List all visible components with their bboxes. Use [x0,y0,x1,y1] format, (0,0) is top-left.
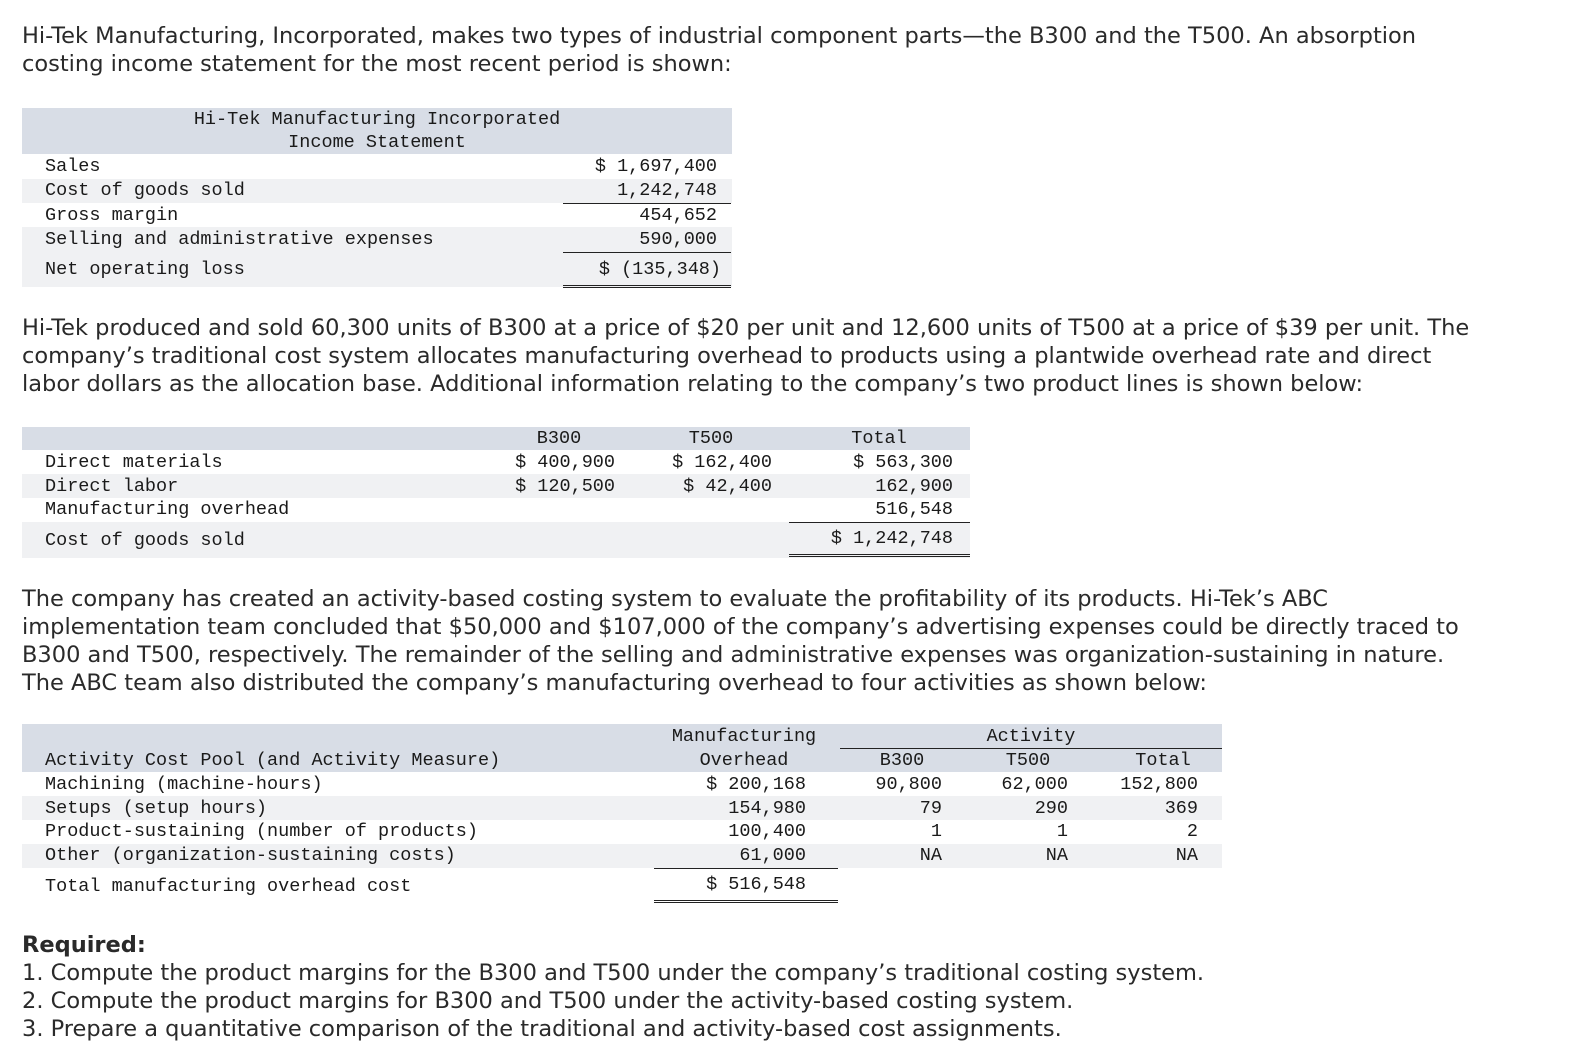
header-total: Total [851,428,907,449]
header-overhead: Overhead [699,750,789,771]
at-t500-other: NA [1045,845,1068,866]
intro-paragraph: Hi-Tek Manufacturing, Incorporated, makes two types of industrial component parts—the B300 and the T500. An absorption costing income statement for the most recent period is shown: [22,23,1417,77]
at-total-setups: 369 [1164,798,1198,819]
at-label-other: Other (organization-sustaining costs) [45,845,456,866]
required-title: Required: [22,932,146,958]
is-label-cogs: Cost of goods sold [45,180,245,201]
pt-label-direct-labor: Direct labor [45,476,179,497]
underline [563,252,731,253]
pt-b300-direct-materials: $ 400,900 [515,452,615,473]
at-label-total-overhead: Total manufacturing overhead cost [45,876,412,897]
required-section [22,931,1502,1043]
at-b300-other: NA [919,845,942,866]
at-t500-product-sustaining: 1 [1056,821,1068,842]
at-b300-machining: 90,800 [875,774,942,795]
pt-b300-direct-labor: $ 120,500 [515,476,615,497]
pt-total-manufacturing-overhead: 516,548 [875,499,953,520]
at-t500-machining: 62,000 [1001,774,1068,795]
at-mo-other: 61,000 [739,845,806,866]
is-label-sales: Sales [45,156,101,177]
header-activity-total: Total [1135,750,1191,771]
income-statement-table [22,108,734,290]
at-total-machining: 152,800 [1120,774,1198,795]
is-value-gross-margin: 454,652 [639,205,717,226]
required-item-3: 3. Prepare a quantitative comparison of the traditional and activity-based cost assignments. [22,1016,1062,1042]
at-label-product-sustaining: Product-sustaining (number of products) [45,821,478,842]
double-underline [563,285,731,288]
pt-label-manufacturing-overhead: Manufacturing overhead [45,499,290,520]
header-activity-b300: B300 [879,750,925,771]
at-label-setups: Setups (setup hours) [45,798,268,819]
at-label-machining: Machining (machine-hours) [45,774,323,795]
is-value-cogs: 1,242,748 [617,180,717,201]
pt-label-cogs: Cost of goods sold [45,530,245,551]
pt-total-direct-labor: 162,900 [875,476,953,497]
header-activity-t500: T500 [1005,750,1051,771]
double-underline [654,900,838,903]
product-cost-table [22,427,972,559]
at-mo-product-sustaining: 100,400 [728,821,806,842]
is-value-selling-admin: 590,000 [639,229,717,250]
required-item-2: 2. Compute the product margins for B300 and T500 under the activity-based costing system. [22,988,1074,1014]
at-b300-product-sustaining: 1 [930,821,942,842]
header-b300: B300 [536,428,582,449]
is-value-sales: $ 1,697,400 [594,156,717,177]
at-mo-total-overhead: $ 516,548 [706,874,806,895]
underline [654,868,838,869]
double-underline [789,554,970,557]
is-value-net-operating-loss: $ (135,348) [598,259,721,280]
is-label-net-operating-loss: Net operating loss [45,259,245,280]
paragraph-abc: The company has created an activity-based costing system to evaluate the profitability of its products. Hi-Tek’s ABC implementation team concluded that $50,000 and $107,000 of the company’s advertising expenses could be directly traced to B300 and T500, respectively. The remainder of the selling and administrative expenses was organization-sustaining in nature. The ABC team also distributed the company’s manufacturing overhead to four activities as shown below: [22,586,1459,696]
header-activity: Activity [986,726,1076,747]
is-label-gross-margin: Gross margin [45,205,179,226]
pt-t500-direct-materials: $ 162,400 [672,452,772,473]
pt-label-direct-materials: Direct materials [45,452,223,473]
at-b300-setups: 79 [919,798,942,819]
activity-cost-table [22,724,1224,910]
at-total-product-sustaining: 2 [1186,821,1198,842]
pt-total-direct-materials: $ 563,300 [853,452,953,473]
at-mo-setups: 154,980 [728,798,806,819]
is-label-selling-admin: Selling and administrative expenses [45,229,434,250]
at-total-other: NA [1175,845,1198,866]
income-statement-company: Hi-Tek Manufacturing Incorporated [193,109,561,130]
underline [789,522,970,523]
at-mo-machining: $ 200,168 [706,774,806,795]
header-t500: T500 [688,428,734,449]
pt-total-cogs: $ 1,242,748 [830,528,953,549]
header-manufacturing: Manufacturing [671,726,817,747]
required-item-1: 1. Compute the product margins for the B300 and T500 under the company’s traditional costing system. [22,960,1205,986]
at-t500-setups: 290 [1034,798,1068,819]
income-statement-title: Income Statement [288,132,466,153]
pt-t500-direct-labor: $ 42,400 [683,476,772,497]
header-activity-cost-pool: Activity Cost Pool (and Activity Measure) [45,750,501,771]
paragraph-production: Hi-Tek produced and sold 60,300 units of B300 at a price of $20 per unit and 12,600 units of T500 at a price of $39 per unit. The company’s traditional cost system allocates manufacturing overhead to products using a plantwide overhead rate and direct labor dollars as the allocation base. Additional information relating to the company’s two product lines is shown below: [22,315,1470,397]
